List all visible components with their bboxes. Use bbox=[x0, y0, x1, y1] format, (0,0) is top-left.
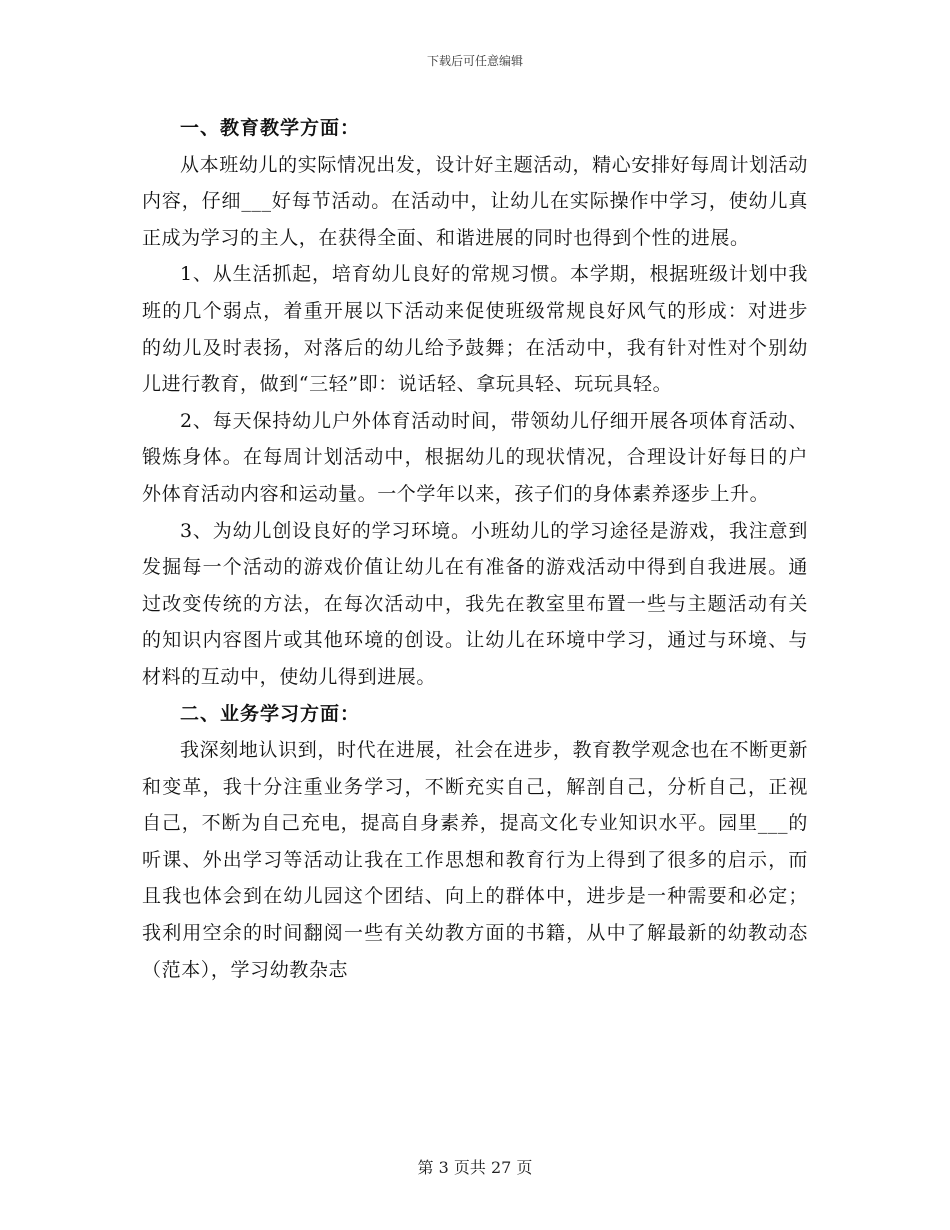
document-body bbox=[142, 110, 808, 988]
page-number: 第 3 页共 27 页 bbox=[417, 1158, 533, 1177]
paragraph: 3、为幼儿创设良好的学习环境。小班幼儿的学习途径是游戏，我注意到发掘每一个活动的游戏价值让幼儿在有准备的游戏活动中得到自我进展。通过改变传统的方法，在每次活动中，我先在教室里布置一些与主题活动有关的知识内容图片或其他环境的创设。让幼儿在环境中学习，通过与环境、与材料的互动中，使幼儿得到进展。 bbox=[142, 519, 808, 688]
paragraph: 2、每天保持幼儿户外体育活动时间，带领幼儿仔细开展各项体育活动、锻炼身体。在每周计划活动中，根据幼儿的现状情况，合理设计好每日的户外体育活动内容和运动量。一个学年以来，孩子们的身体素养逐步上升。 bbox=[142, 409, 808, 505]
paragraph: 1、从生活抓起，培育幼儿良好的常规习惯。本学期，根据班级计划中我班的几个弱点，着重开展以下活动来促使班级常规良好风气的形成：对进步的幼儿及时表扬，对落后的幼儿给予鼓舞；在活动中，我有针对性对个别幼儿进行教育，做到“三轻”即：说话轻、拿玩具轻、玩玩具轻。 bbox=[142, 263, 808, 396]
paragraph: 从本班幼儿的实际情况出发，设计好主题活动，精心安排好每周计划活动内容，仔细___好每节活动。在活动中，让幼儿在实际操作中学习，使幼儿真正成为学习的主人，在获得全面、和谐进展的同时也得到个性的进展。 bbox=[142, 153, 808, 249]
page-header: 下载后可任意编辑 bbox=[426, 54, 523, 68]
section-heading-teaching: 一、教育教学方面： bbox=[180, 117, 361, 139]
paragraph: 我深刻地认识到，时代在进展，社会在进步，教育教学观念也在不断更新和变革，我十分注重业务学习，不断充实自己，解剖自己，分析自己，正视自己，不断为自己充电，提高自身素养，提高文化专业知识水平。园里___的听课、外出学习等活动让我在工作思想和教育行为上得到了很多的启示，而且我也体会到在幼儿园这个团结、向上的群体中，进步是一种需要和必定；我利用空余的时间翻阅一些有关幼教方面的书籍，从中了解最新的幼教动态（范本），学习幼教杂志 bbox=[142, 739, 808, 981]
section-heading-study: 二、业务学习方面： bbox=[180, 702, 361, 725]
